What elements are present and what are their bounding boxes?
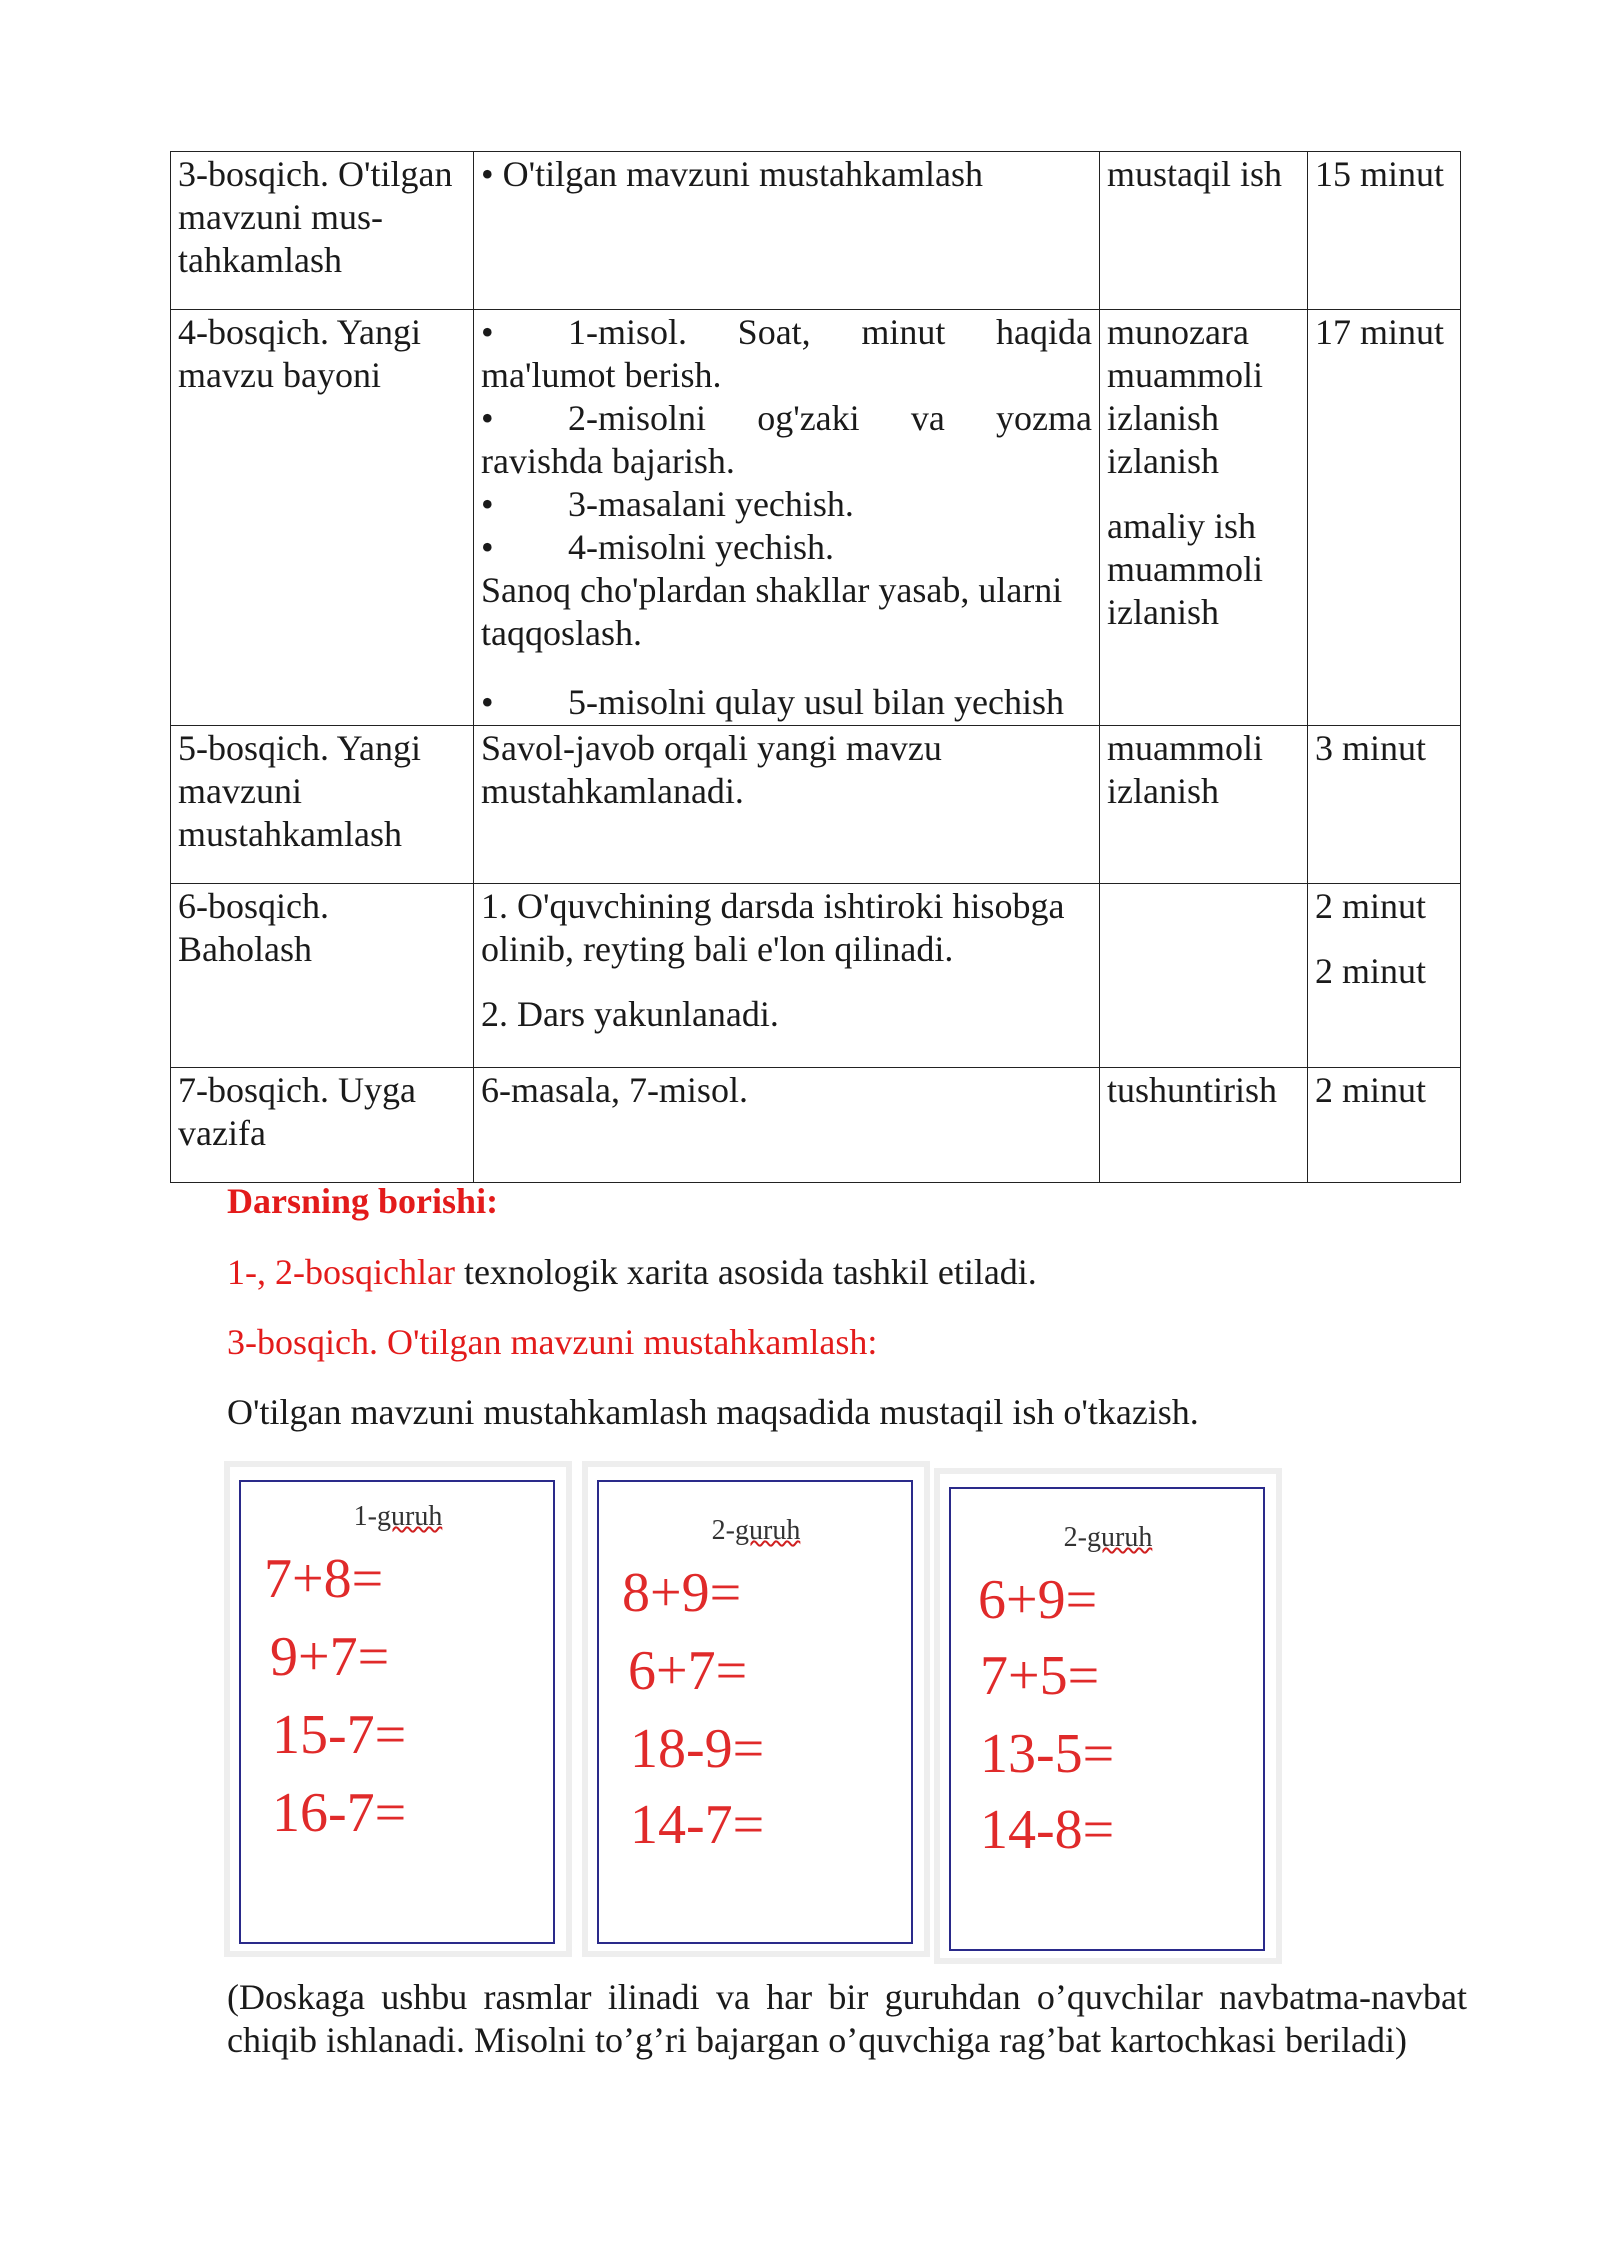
exercise: 14-7= — [630, 1794, 765, 1856]
exercise: 8+9= — [622, 1562, 742, 1624]
exercise: 6+7= — [628, 1640, 748, 1702]
method-cell — [1100, 152, 1308, 310]
time-cell — [1308, 152, 1461, 310]
lesson-plan-table — [170, 151, 1461, 1183]
card-title: 2-guruh — [711, 1515, 801, 1546]
list-item: • 3-masalani yechish. — [481, 484, 854, 524]
content-text: 2. Dars yakunlanadi. — [481, 994, 779, 1034]
table-row — [171, 152, 1461, 310]
stage3-heading: 3-bosqich. O'tilgan mavzuni mustahkamlash: — [227, 1322, 878, 1362]
footnote-paragraph: (Doskaga ushbu rasmlar ilinadi va har bir guruhdan o’quvchilar navbatma-navbat chiqib ishlanadi. Misolni to’g’ri bajargan o’quvchiga rag’bat kartochkasi beriladi) — [227, 1977, 1467, 2060]
stage-cell — [171, 884, 474, 1068]
exercise-card — [940, 1474, 1276, 1958]
stages-rest: texnologik xarita asosida tashkil etiladi. — [454, 1252, 1037, 1292]
time-cell — [1308, 1068, 1461, 1183]
table-row — [171, 726, 1461, 884]
section-title: Darsning borishi: — [227, 1181, 499, 1221]
method-cell — [1100, 310, 1308, 726]
time-text: 15 minut — [1315, 154, 1445, 194]
method-text: muammoli izlanish — [1107, 728, 1263, 811]
content-text: • O'tilgan mavzuni mustahkamlash — [481, 154, 983, 194]
stage-text: 4-bosqich. Yangi mavzu bayoni — [178, 312, 422, 395]
stage-cell — [171, 152, 474, 310]
content-cell — [474, 726, 1100, 884]
method-text: tushuntirish — [1107, 1070, 1278, 1110]
stage-cell — [171, 1068, 474, 1183]
time-text: 3 minut — [1315, 728, 1427, 768]
card-title: 1-guruh — [353, 1501, 443, 1532]
stage-text: 5-bosqich. Yangi mavzuni mustahkamlash — [178, 728, 422, 854]
method-cell — [1100, 884, 1308, 1068]
time-text: 2 minut — [1315, 1070, 1427, 1110]
note-text: Sanoq cho'plardan shakllar yasab, ularni taqqoslash. — [481, 570, 1063, 653]
time-cell — [1308, 884, 1461, 1068]
stage-text: 7-bosqich. Uyga vazifa — [178, 1070, 416, 1153]
method-text: muammoli izlanish — [1107, 355, 1263, 438]
exercise: 13-5= — [980, 1723, 1115, 1785]
exercise: 7+5= — [980, 1645, 1100, 1707]
paragraph-task: O'tilgan mavzuni mustahkamlash maqsadida mustaqil ish o'tkazish. — [227, 1392, 1199, 1432]
method-text: muammoli izlanish — [1107, 549, 1263, 632]
exercise: 14-8= — [980, 1799, 1115, 1861]
exercise: 7+8= — [264, 1548, 384, 1610]
table-row — [171, 1068, 1461, 1183]
exercise: 9+7= — [270, 1626, 390, 1688]
stages-highlight: 1-, 2-bosqichlar — [227, 1252, 455, 1292]
exercise: 18-9= — [630, 1718, 765, 1780]
time-cell — [1308, 726, 1461, 884]
exercise-card — [230, 1467, 566, 1951]
time-text: 2 minut — [1315, 886, 1427, 926]
list-item: • 1-misol. Soat, minut haqida ma'lumot berish. — [481, 312, 1092, 395]
content-text: 1. O'quvchining darsda ishtiroki hisobga olinib, reyting bali e'lon qilinadi. — [481, 886, 1065, 969]
table-row — [171, 884, 1461, 1068]
stage-text: 3-bosqich. O'tilgan mavzuni mus-tahkamlash — [178, 154, 453, 280]
content-text: Savol-javob orqali yangi mavzu mustahkamlanadi. — [481, 728, 942, 811]
method-text: amaliy ish — [1107, 506, 1256, 546]
table-row — [171, 310, 1461, 726]
list-item: • 4-misolni yechish. — [481, 527, 834, 567]
content-cell — [474, 310, 1100, 726]
exercise: 16-7= — [272, 1782, 407, 1844]
content-text: 6-masala, 7-misol. — [481, 1070, 748, 1110]
exercise-card — [588, 1467, 924, 1951]
method-cell — [1100, 726, 1308, 884]
method-cell — [1100, 1068, 1308, 1183]
method-text: izlanish — [1107, 441, 1219, 481]
card-title: 2-guruh — [1063, 1522, 1153, 1553]
time-text: 2 minut — [1315, 951, 1427, 991]
method-text: mustaqil ish — [1107, 154, 1283, 194]
time-cell — [1308, 310, 1461, 726]
stage-text: 6-bosqich. Baholash — [178, 886, 329, 969]
exercise: 6+9= — [978, 1569, 1098, 1631]
method-text: munozara — [1107, 312, 1249, 352]
list-item: • 5-misolni qulay usul bilan yechish — [481, 682, 1064, 722]
list-item: • 2-misolni og'zaki va yozma ravishda bajarish. — [481, 398, 1092, 481]
content-cell — [474, 1068, 1100, 1183]
time-text: 17 minut — [1315, 312, 1445, 352]
stage-cell — [171, 310, 474, 726]
content-cell — [474, 884, 1100, 1068]
stage-cell — [171, 726, 474, 884]
paragraph-stages — [227, 1251, 1037, 1294]
exercise: 15-7= — [272, 1704, 407, 1766]
content-cell — [474, 152, 1100, 310]
